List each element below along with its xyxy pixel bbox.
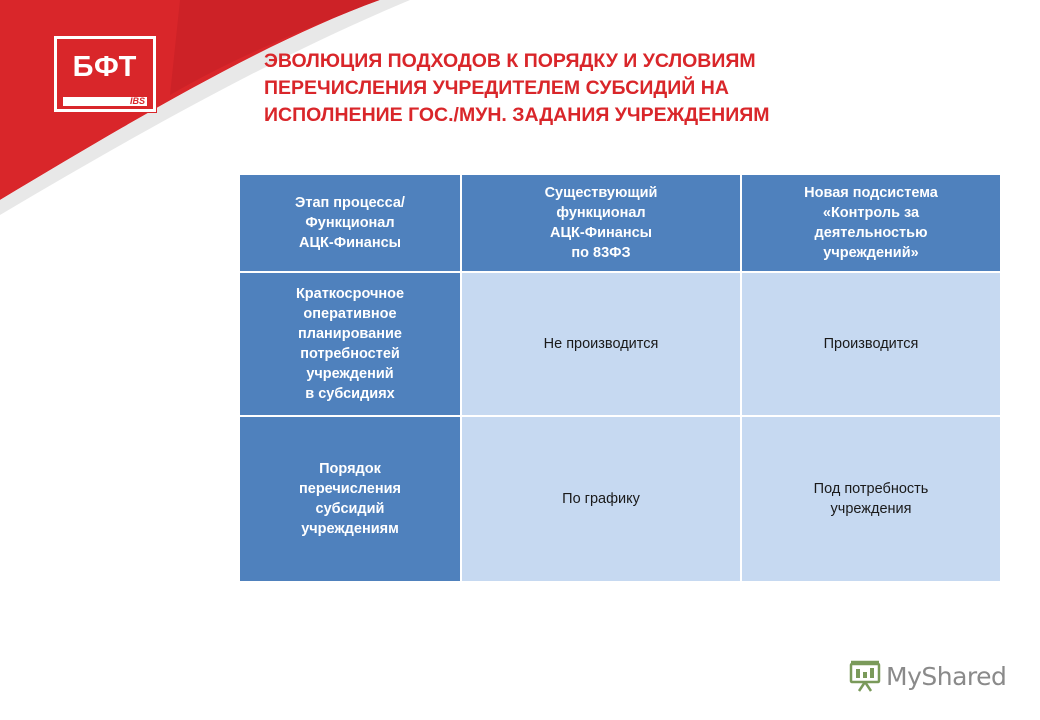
row-stage-line: перечисления — [299, 481, 401, 497]
row-existing-text: Не производится — [543, 336, 659, 352]
myshared-watermark[interactable] — [848, 656, 1006, 696]
row-stage-line: в субсидиях — [305, 386, 395, 402]
row-existing-cell — [461, 416, 741, 582]
header-stage-line-2: Функционал — [305, 215, 395, 231]
row-stage-cell — [239, 272, 461, 416]
header-stage — [239, 174, 461, 272]
presentation-icon — [848, 659, 882, 693]
title-line-2: ПЕРЕЧИСЛЕНИЯ УЧРЕДИТЕЛЕМ СУБСИДИЙ НА — [264, 77, 729, 99]
row-stage-line: учреждениям — [301, 521, 399, 537]
page-title — [264, 48, 984, 129]
row-new-text: Под потребность — [813, 481, 929, 497]
logo-sub: IBS — [129, 96, 145, 106]
row-existing-text: По графику — [562, 491, 640, 507]
row-stage-line: учреждений — [306, 366, 394, 382]
header-new-line-2: «Контроль за — [822, 205, 920, 221]
title-line-1: ЭВОЛЮЦИЯ ПОДХОДОВ К ПОРЯДКУ И УСЛОВИЯМ — [264, 50, 756, 72]
logo-text: БФТ — [72, 51, 138, 83]
bft-logo — [54, 36, 156, 112]
header-existing-line-4: по 83ФЗ — [571, 245, 631, 261]
table-header-row — [239, 174, 1001, 272]
header-existing-line-2: функционал — [556, 205, 646, 221]
table-row — [239, 272, 1001, 416]
row-stage-line: оперативное — [303, 306, 397, 322]
row-new-text: учреждения — [830, 501, 912, 517]
table-row — [239, 416, 1001, 582]
row-new-cell — [741, 272, 1001, 416]
row-existing-cell — [461, 272, 741, 416]
comparison-table — [238, 173, 1002, 583]
header-stage-line-1: Этап процесса/ — [295, 195, 405, 211]
row-stage-line: планирование — [298, 326, 402, 342]
row-new-cell — [741, 416, 1001, 582]
row-stage-cell — [239, 416, 461, 582]
row-stage-line: потребностей — [300, 346, 400, 362]
row-stage-line: субсидий — [315, 501, 385, 517]
header-new — [741, 174, 1001, 272]
header-new-line-3: деятельностью — [814, 225, 928, 241]
header-new-line-1: Новая подсистема — [804, 185, 938, 201]
watermark-text: MyShared — [886, 661, 1007, 691]
row-new-text: Производится — [823, 336, 919, 352]
header-existing-line-1: Существующий — [544, 185, 658, 201]
row-stage-line: Порядок — [319, 461, 381, 477]
header-existing — [461, 174, 741, 272]
header-new-line-4: учреждений» — [823, 245, 919, 261]
header-existing-line-3: АЦК-Финансы — [549, 225, 653, 241]
title-line-3: ИСПОЛНЕНИЕ ГОС./МУН. ЗАДАНИЯ УЧРЕЖДЕНИЯМ — [264, 104, 770, 126]
row-stage-line: Краткосрочное — [295, 286, 405, 302]
header-stage-line-3: АЦК-Финансы — [298, 235, 402, 251]
